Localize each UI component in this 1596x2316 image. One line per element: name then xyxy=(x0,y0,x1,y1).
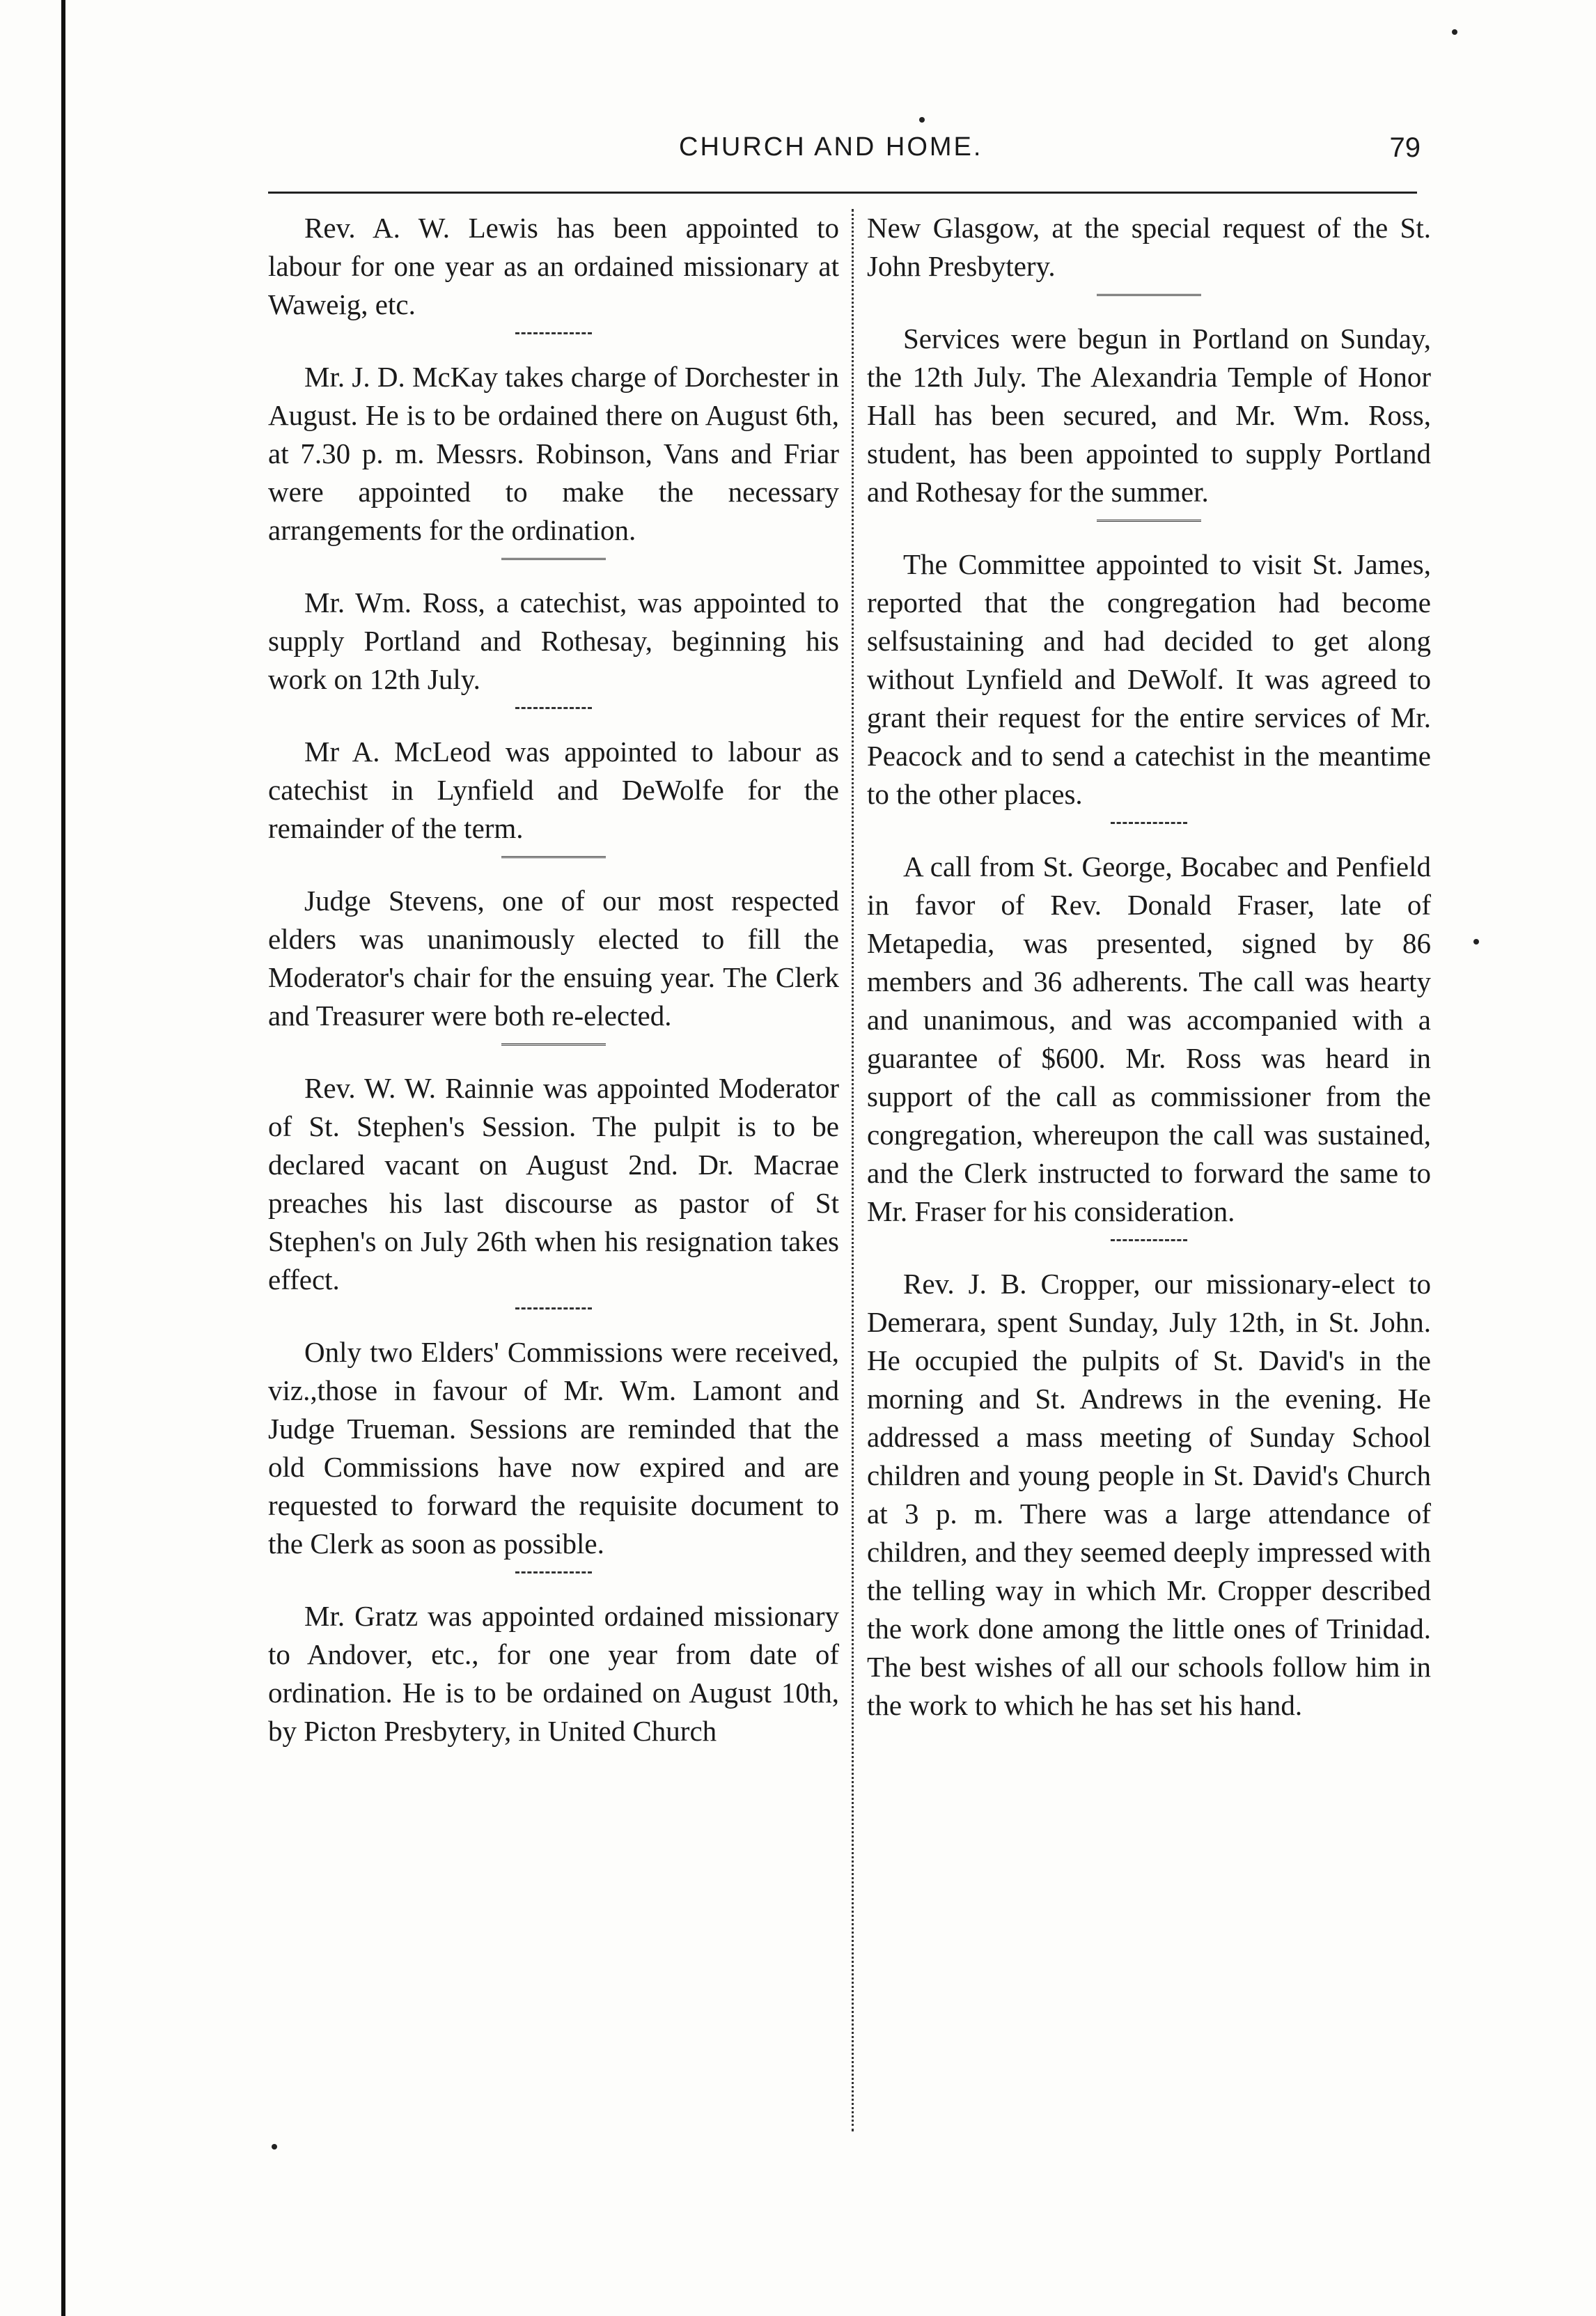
news-item: Rev. W. W. Rainnie was appointed Moderator of St. Stephen's Session. The pulpit is to be declared vacant on August 2nd. Dr. Macrae preaches his last discourse as pastor of St Stephen's on July 26th when his resignation takes effect. xyxy=(268,1072,839,1296)
item-separator xyxy=(1097,520,1201,529)
item-separator xyxy=(501,1043,606,1052)
news-item: Mr. J. D. McKay takes charge of Dorchester in August. He is to be ordained there on August 6th, at 7.30 p. m. Messrs. Robinson, Vans and Friar were appointed to make the necessary arrangements for the ordination. xyxy=(268,361,839,546)
right-column xyxy=(867,209,1431,1733)
news-item: A call from St. George, Bocabec and Penfield in favor of Rev. Donald Fraser, late of Metapedia, was presented, signed by 86 members and 36 adherents. The call was hearty and unanimous, and was accompanied with a guarantee of $600. Mr. Ross was heard in support of the call as commissioner from the congregation, whereupon the call was sustained, and the Clerk instructed to forward the same to Mr. Fraser for his consideration. xyxy=(867,850,1431,1227)
speck xyxy=(272,2144,277,2150)
item-separator xyxy=(515,1307,592,1316)
item-separator xyxy=(1111,1239,1187,1248)
news-item: The Committee appointed to visit St. James, reported that the congregation had become selfsustaining and had decided to get along without Lynfield and DeWolf. It was agreed to grant their request for the entire services of Mr. Peacock and to send a catechist in the meantime to the other places. xyxy=(867,548,1431,810)
item-separator xyxy=(501,856,606,865)
running-head-title: CHURCH AND HOME. xyxy=(679,132,983,162)
news-item: Mr. Wm. Ross, a catechist, was appointed to supply Portland and Rothesay, beginning his work on 12th July. xyxy=(268,586,839,695)
page-number: 79 xyxy=(1389,132,1421,163)
header-rule xyxy=(268,192,1417,194)
item-separator xyxy=(515,1571,592,1580)
news-item: Services were begun in Portland on Sunday, the 12th July. The Alexandria Temple of Honor Hall has been secured, and Mr. Wm. Ross, student, has been appointed to supply Portland and Rothesay for the summer. xyxy=(867,322,1431,508)
item-separator xyxy=(1111,822,1187,831)
item-separator xyxy=(515,707,592,716)
speck xyxy=(919,117,925,123)
left-column xyxy=(268,209,839,1759)
news-item: Rev. J. B. Cropper, our missionary-elect to Demerara, spent Sunday, July 12th, in St. John. He occupied the pulpits of St. David's in the morning and St. Andrews in the evening. He addressed a mass meeting of Sunday School children and young people in St. David's Church at 3 p. m. There was a large attendance of children, and they seemed deeply impressed with the telling way in which Mr. Cropper described the work done among the little ones of Trinidad. The best wishes of all our schools follow him in the work to which he has set his hand. xyxy=(867,1268,1431,1721)
news-item: Rev. A. W. Lewis has been appointed to labour for one year as an ordained missionary at Waweig, etc. xyxy=(268,212,839,320)
news-item: Only two Elders' Commissions were received, viz.,those in favour of Mr. Wm. Lamont and Judge Trueman. Sessions are reminded that the old Commissions have now expired and are requested to forward the requisite document to the Clerk as soon as possible. xyxy=(268,1336,839,1560)
item-separator xyxy=(501,558,606,567)
continued-text: New Glasgow, at the special request of the St. John Presbytery. xyxy=(867,212,1431,282)
binding-edge-rule xyxy=(61,0,65,2316)
running-header xyxy=(268,132,1421,181)
column-divider xyxy=(852,209,854,2131)
news-item: Mr A. McLeod was appointed to labour as catechist in Lynfield and DeWolfe for the remainder of the term. xyxy=(268,736,839,844)
item-separator xyxy=(515,332,592,341)
item-separator xyxy=(1097,294,1201,303)
news-item: Judge Stevens, one of our most respected elders was unanimously elected to fill the Moderator's chair for the ensuing year. The Clerk and Treasurer were both re-elected. xyxy=(268,885,839,1032)
speck xyxy=(1452,29,1457,35)
speck xyxy=(1473,939,1479,945)
news-item: Mr. Gratz was appointed ordained missionary to Andover, etc., for one year from date of ordination. He is to be ordained on August 10th, by Picton Presbytery, in United Church xyxy=(268,1600,839,1747)
